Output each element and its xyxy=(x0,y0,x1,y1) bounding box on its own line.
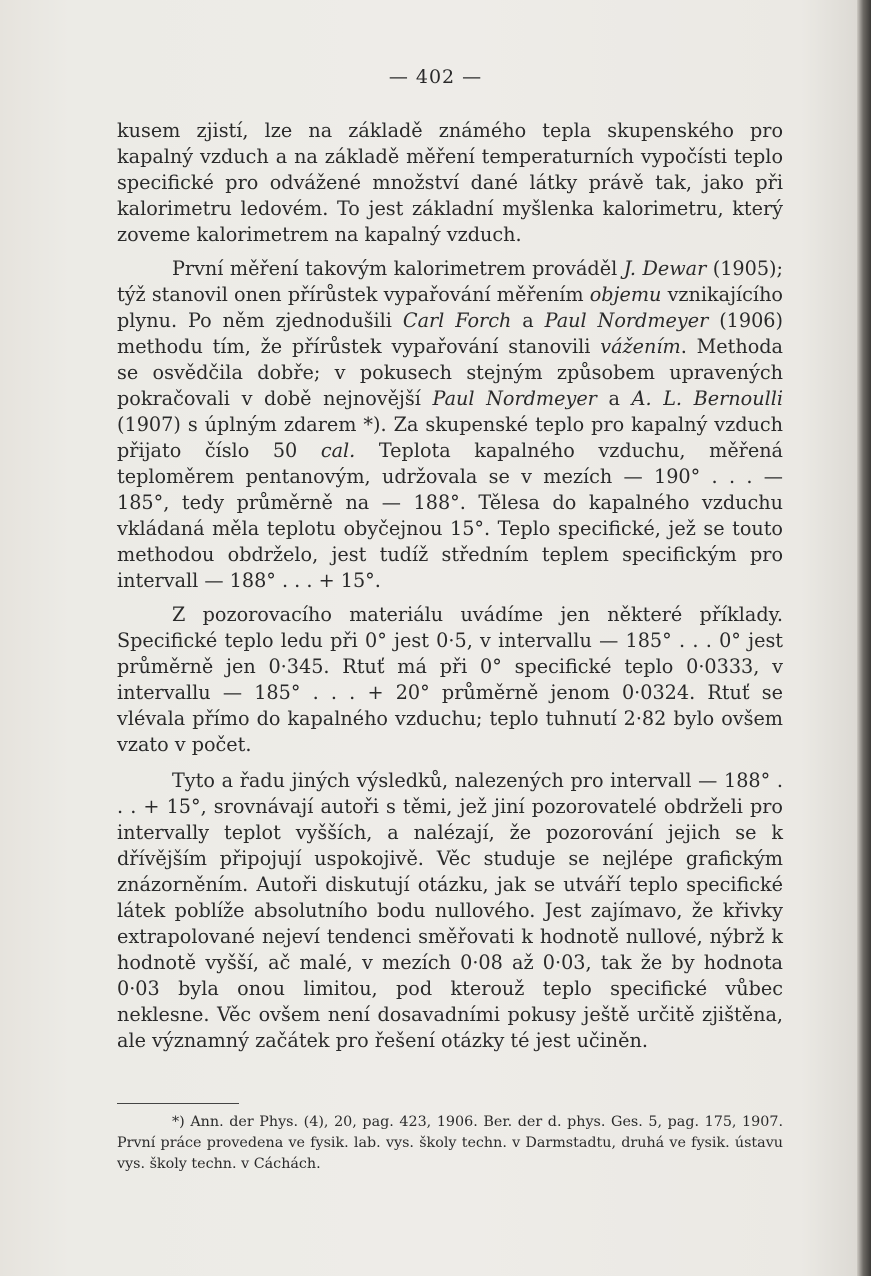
paragraph-1: kusem zjistí, lze na základě známého tepla skupenského pro kapalný vzduch a na základě měření temperaturních vypočísti teplo specifické pro odvážené množství dané látky právě tak, jako při kalorimetru ledovém. To jest základní myšlenka kalorimetru, který zoveme kalorimetrem na kapalný vzduch. xyxy=(117,119,783,246)
footnote-text: *) Ann. der Phys. (4), 20, pag. 423, 1906. Ber. der d. phys. Ges. 5, pag. 175, 1907. První práce provedena ve fysik. lab. vys. školy techn. v Darmstadtu, druhá ve fysik. ústavu vys. školy techn. v Cáchách. xyxy=(117,1114,783,1172)
p2-text-8: (1907) s úplným zdarem *). Za skupenské teplo pro kapalný vzduch přijato číslo 50 xyxy=(117,413,783,462)
author-nordmeyer: Paul Nordmeyer xyxy=(544,309,709,332)
author-bernoulli: A. L. Bernoulli xyxy=(631,387,783,410)
paragraph-3: Z pozorovacího materiálu uvádíme jen některé příklady. Specifické teplo ledu při 0° jest 0·5, v intervallu — 185° . . . 0° jest průměrně jen 0·345. Rtuť má při 0° specifické teplo 0·0333, v intervallu — 185° . . . + 20° průměrně jenom 0·0324. Rtuť se vlévala přímo do kapalného vzduchu; teplo tuhnutí 2·82 bylo ovšem vzato v počet. xyxy=(117,603,783,756)
page-edge-shadow xyxy=(857,0,871,1276)
body-text xyxy=(117,118,783,1062)
term-vazenim: vážením xyxy=(600,335,681,358)
footnote-divider xyxy=(117,1103,239,1104)
p2-text-1: První měření takovým kalorimetrem prováděl xyxy=(172,257,624,280)
p2-text-4: a xyxy=(511,309,545,332)
author-dewar: J. Dewar xyxy=(623,257,707,280)
paragraph-4: Tyto a řadu jiných výsledků, nalezených pro intervall — 188° . . . + 15°, srovnávají autoři s těmi, jež jiní pozorovatelé obdrželi pro intervally teplot vyšších, a nalézají, že pozorování jejich se k dřívějším připojují uspokojivě. Věc studuje se nejlépe grafickým znázorněním. Autoři diskutují otázku, jak se utváří teplo specifické látek poblíže absolutního bodu nullového. Jest zajímavo, že křivky extrapolované nejeví tendenci směřovati k hodnotě nullové, nýbrž k hodnotě vyšší, ač malé, v mezích 0·08 až 0·03, tak že by hodnota 0·03 byla onou limitou, pod kterouž teplo specifické vůbec neklesne. Věc ovšem není dosavadními pokusy ještě určitě zjištěna, ale významný začátek pro řešení otázky té jest učiněn. xyxy=(117,769,783,1052)
page-number: — 402 — xyxy=(388,66,483,88)
p2-text-2: (1905); týž stanovil onen přírůstek vypařování měřením xyxy=(117,257,783,306)
p2-text-7: a xyxy=(596,387,632,410)
term-objemu: objemu xyxy=(589,283,662,306)
p2-text-5: (1906) methodu tím, že přírůstek vypařování stanovili xyxy=(117,309,783,358)
author-nordmeyer-2: Paul Nordmeyer xyxy=(432,387,597,410)
footnote xyxy=(117,1112,783,1175)
paragraph-2 xyxy=(117,256,783,594)
p2-text-3: vznikajícího plynu. Po něm zjednodušili xyxy=(117,283,783,332)
p2-text-9: Teplota kapalného vzduchu, měřená teploměrem pentanovým, udržovala se v mezích — 190° . . . — 185°, tedy průměrně na — 188°. Tělesa do kapalného vzduchu vkládaná měla teplotu obyčejnou 15°. Teplo specifické, jež se touto methodou obdrželo, jest tudíž středním teplem specifickým pro intervall — 188° . . . + 15°. xyxy=(117,439,783,592)
author-forch: Carl Forch xyxy=(402,309,512,332)
p2-text-6: . Methoda se osvědčila dobře; v pokusech stejným způsobem upravených pokračovali v době nejnovější xyxy=(117,335,783,410)
unit-cal: cal. xyxy=(320,439,356,462)
